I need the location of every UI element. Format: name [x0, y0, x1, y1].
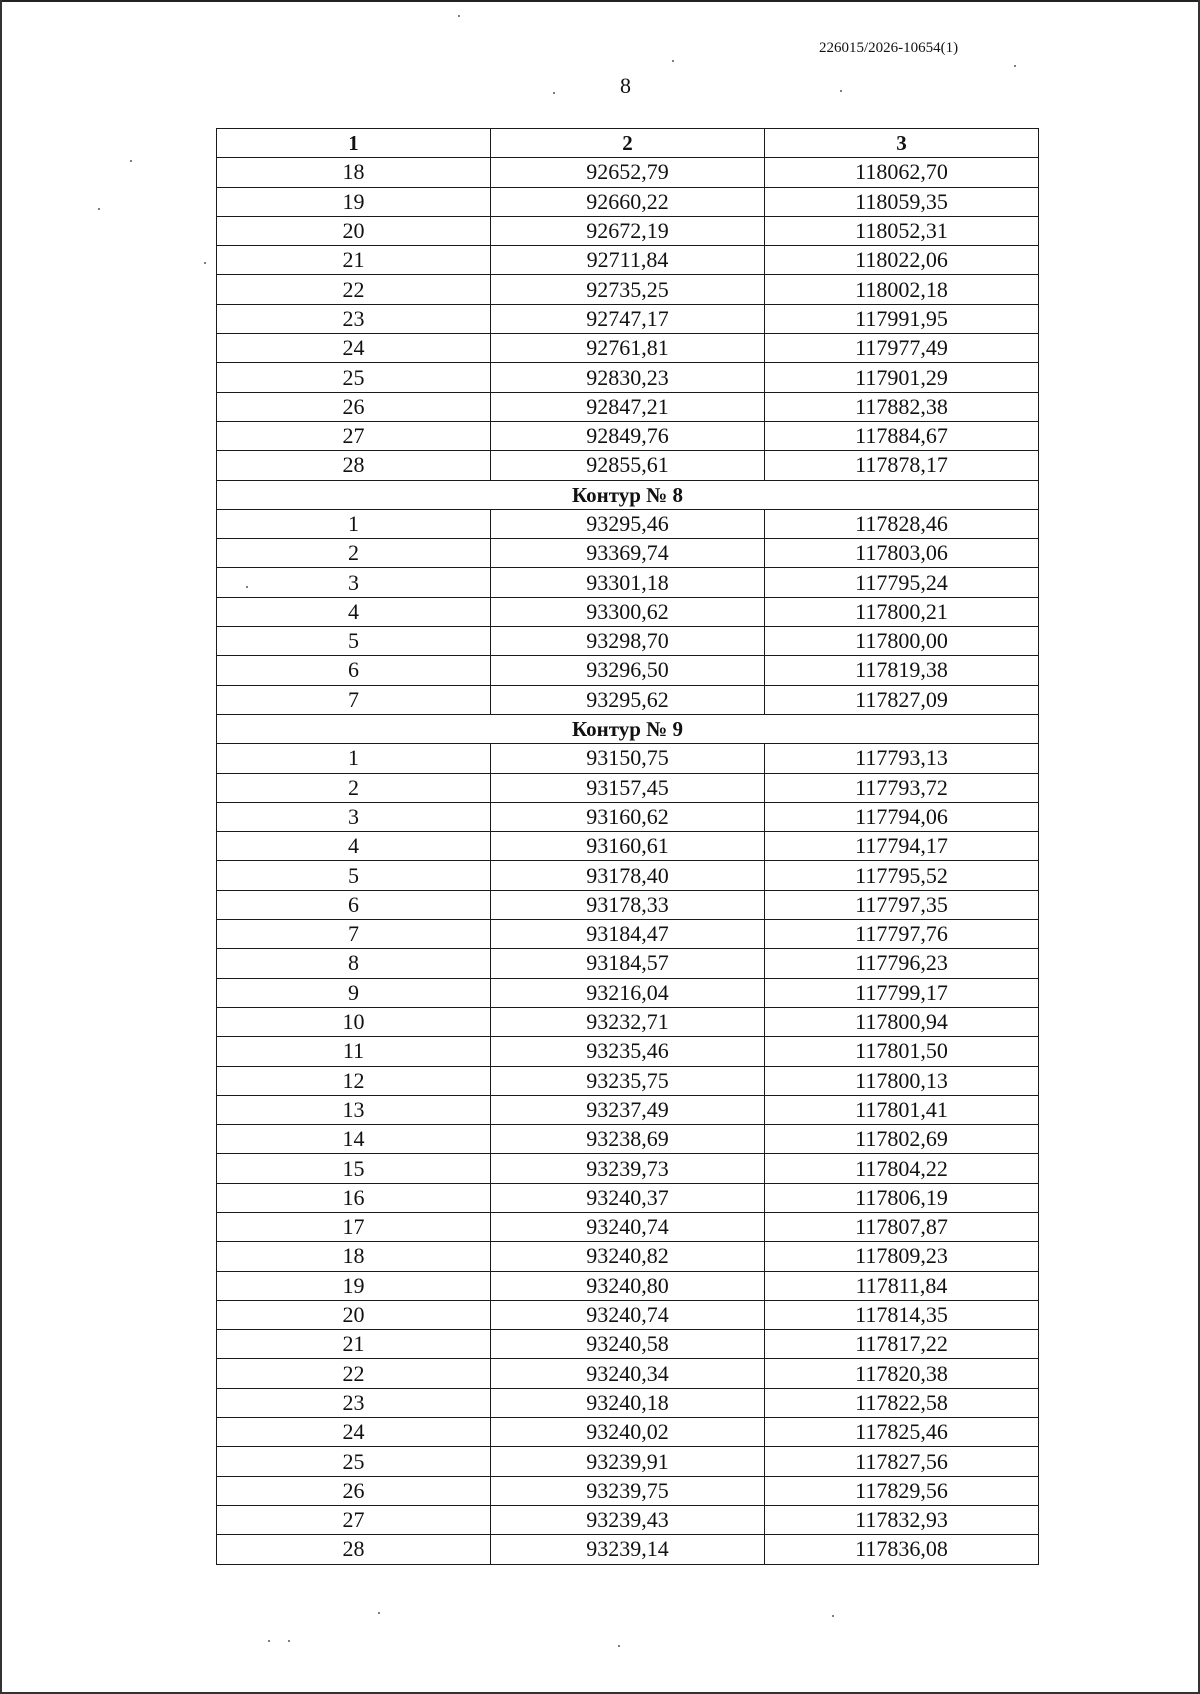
x-coordinate-cell: 93235,75 [491, 1066, 765, 1095]
point-number-cell: 5 [217, 861, 491, 890]
scan-speck [1014, 65, 1016, 67]
x-coordinate-cell: 93298,70 [491, 627, 765, 656]
x-coordinate-cell: 93160,61 [491, 832, 765, 861]
table-row [217, 1242, 1039, 1271]
x-coordinate-cell: 93239,91 [491, 1447, 765, 1476]
point-number-cell: 23 [217, 1388, 491, 1417]
y-coordinate-cell: 117825,46 [765, 1418, 1039, 1447]
scan-speck [553, 92, 555, 94]
scan-speck [204, 262, 206, 264]
table-row [217, 158, 1039, 187]
table-row [217, 1066, 1039, 1095]
y-coordinate-cell: 117822,58 [765, 1388, 1039, 1417]
y-coordinate-cell: 117800,94 [765, 1007, 1039, 1036]
section-row [217, 480, 1039, 509]
table-row [217, 1125, 1039, 1154]
y-coordinate-cell: 117814,35 [765, 1300, 1039, 1329]
x-coordinate-cell: 93160,62 [491, 802, 765, 831]
table-row [217, 246, 1039, 275]
point-number-cell: 24 [217, 334, 491, 363]
x-coordinate-cell: 92855,61 [491, 451, 765, 480]
point-number-cell: 2 [217, 539, 491, 568]
coordinates-table [216, 128, 1039, 1565]
point-number-cell: 4 [217, 832, 491, 861]
point-number-cell: 15 [217, 1154, 491, 1183]
table-row [217, 685, 1039, 714]
y-coordinate-cell: 117817,22 [765, 1330, 1039, 1359]
point-number-cell: 20 [217, 216, 491, 245]
table-row [217, 1271, 1039, 1300]
y-coordinate-cell: 117796,23 [765, 949, 1039, 978]
scan-speck [378, 1612, 380, 1614]
x-coordinate-cell: 93150,75 [491, 744, 765, 773]
y-coordinate-cell: 117793,72 [765, 773, 1039, 802]
table-row [217, 1418, 1039, 1447]
table-row [217, 1154, 1039, 1183]
table-row [217, 539, 1039, 568]
x-coordinate-cell: 92672,19 [491, 216, 765, 245]
table-row [217, 1330, 1039, 1359]
table-row [217, 363, 1039, 392]
y-coordinate-cell: 117807,87 [765, 1212, 1039, 1241]
y-coordinate-cell: 117991,95 [765, 304, 1039, 333]
point-number-cell: 26 [217, 392, 491, 421]
point-number-cell: 21 [217, 246, 491, 275]
y-coordinate-cell: 117809,23 [765, 1242, 1039, 1271]
table-row [217, 216, 1039, 245]
table-row [217, 949, 1039, 978]
y-coordinate-cell: 117806,19 [765, 1183, 1039, 1212]
point-number-cell: 25 [217, 1447, 491, 1476]
x-coordinate-cell: 92849,76 [491, 421, 765, 450]
point-number-cell: 10 [217, 1007, 491, 1036]
y-coordinate-cell: 117836,08 [765, 1535, 1039, 1564]
table-row [217, 1505, 1039, 1534]
point-number-cell: 28 [217, 1535, 491, 1564]
scan-speck [458, 15, 460, 17]
x-coordinate-cell: 93296,50 [491, 656, 765, 685]
x-coordinate-cell: 93240,80 [491, 1271, 765, 1300]
y-coordinate-cell: 117794,06 [765, 802, 1039, 831]
table-row [217, 1476, 1039, 1505]
table-row [217, 1447, 1039, 1476]
point-number-cell: 9 [217, 978, 491, 1007]
scan-speck [98, 208, 100, 210]
point-number-cell: 11 [217, 1037, 491, 1066]
point-number-cell: 2 [217, 773, 491, 802]
column-header: 2 [491, 129, 765, 158]
y-coordinate-cell: 117801,50 [765, 1037, 1039, 1066]
x-coordinate-cell: 93301,18 [491, 568, 765, 597]
point-number-cell: 23 [217, 304, 491, 333]
table-row [217, 1183, 1039, 1212]
scan-border-top [0, 0, 1200, 2]
x-coordinate-cell: 93239,73 [491, 1154, 765, 1183]
x-coordinate-cell: 93239,43 [491, 1505, 765, 1534]
point-number-cell: 3 [217, 568, 491, 597]
point-number-cell: 27 [217, 1505, 491, 1534]
point-number-cell: 22 [217, 1359, 491, 1388]
table-row [217, 773, 1039, 802]
x-coordinate-cell: 93240,82 [491, 1242, 765, 1271]
table-row [217, 890, 1039, 919]
y-coordinate-cell: 117878,17 [765, 451, 1039, 480]
y-coordinate-cell: 117820,38 [765, 1359, 1039, 1388]
y-coordinate-cell: 117799,17 [765, 978, 1039, 1007]
x-coordinate-cell: 93239,14 [491, 1535, 765, 1564]
x-coordinate-cell: 93300,62 [491, 597, 765, 626]
table-row [217, 1095, 1039, 1124]
table-row [217, 1007, 1039, 1036]
x-coordinate-cell: 92747,17 [491, 304, 765, 333]
x-coordinate-cell: 93295,46 [491, 509, 765, 538]
page-number: 8 [620, 73, 631, 98]
table-row [217, 1300, 1039, 1329]
y-coordinate-cell: 117795,24 [765, 568, 1039, 597]
point-number-cell: 6 [217, 656, 491, 685]
point-number-cell: 6 [217, 890, 491, 919]
point-number-cell: 16 [217, 1183, 491, 1212]
x-coordinate-cell: 93240,37 [491, 1183, 765, 1212]
y-coordinate-cell: 117797,76 [765, 920, 1039, 949]
x-coordinate-cell: 93184,57 [491, 949, 765, 978]
y-coordinate-cell: 117811,84 [765, 1271, 1039, 1300]
x-coordinate-cell: 93157,45 [491, 773, 765, 802]
y-coordinate-cell: 117800,21 [765, 597, 1039, 626]
scan-speck [288, 1640, 290, 1642]
point-number-cell: 3 [217, 802, 491, 831]
x-coordinate-cell: 93178,40 [491, 861, 765, 890]
point-number-cell: 24 [217, 1418, 491, 1447]
x-coordinate-cell: 93369,74 [491, 539, 765, 568]
point-number-cell: 1 [217, 744, 491, 773]
table-row [217, 392, 1039, 421]
table-row [217, 1037, 1039, 1066]
point-number-cell: 7 [217, 920, 491, 949]
y-coordinate-cell: 117832,93 [765, 1505, 1039, 1534]
y-coordinate-cell: 118062,70 [765, 158, 1039, 187]
x-coordinate-cell: 92652,79 [491, 158, 765, 187]
x-coordinate-cell: 93216,04 [491, 978, 765, 1007]
point-number-cell: 18 [217, 158, 491, 187]
x-coordinate-cell: 92830,23 [491, 363, 765, 392]
x-coordinate-cell: 93240,34 [491, 1359, 765, 1388]
y-coordinate-cell: 117827,56 [765, 1447, 1039, 1476]
table-row [217, 509, 1039, 538]
table-row [217, 334, 1039, 363]
y-coordinate-cell: 117827,09 [765, 685, 1039, 714]
y-coordinate-cell: 117977,49 [765, 334, 1039, 363]
point-number-cell: 1 [217, 509, 491, 538]
y-coordinate-cell: 117819,38 [765, 656, 1039, 685]
x-coordinate-cell: 93235,46 [491, 1037, 765, 1066]
y-coordinate-cell: 117829,56 [765, 1476, 1039, 1505]
table-row [217, 1535, 1039, 1564]
y-coordinate-cell: 117803,06 [765, 539, 1039, 568]
y-coordinate-cell: 117794,17 [765, 832, 1039, 861]
table-row [217, 597, 1039, 626]
x-coordinate-cell: 92735,25 [491, 275, 765, 304]
table-row [217, 627, 1039, 656]
point-number-cell: 12 [217, 1066, 491, 1095]
scan-speck [840, 90, 842, 92]
point-number-cell: 13 [217, 1095, 491, 1124]
point-number-cell: 27 [217, 421, 491, 450]
point-number-cell: 7 [217, 685, 491, 714]
x-coordinate-cell: 93232,71 [491, 1007, 765, 1036]
table-row [217, 802, 1039, 831]
y-coordinate-cell: 117793,13 [765, 744, 1039, 773]
table-row [217, 187, 1039, 216]
section-row [217, 714, 1039, 743]
y-coordinate-cell: 117800,00 [765, 627, 1039, 656]
table-row [217, 744, 1039, 773]
point-number-cell: 25 [217, 363, 491, 392]
column-header: 3 [765, 129, 1039, 158]
document-number: 226015/2026-10654(1) [819, 40, 959, 56]
x-coordinate-cell: 93184,47 [491, 920, 765, 949]
table-row [217, 421, 1039, 450]
x-coordinate-cell: 92660,22 [491, 187, 765, 216]
x-coordinate-cell: 93239,75 [491, 1476, 765, 1505]
table-row [217, 978, 1039, 1007]
y-coordinate-cell: 118002,18 [765, 275, 1039, 304]
table-row [217, 568, 1039, 597]
table-row [217, 656, 1039, 685]
table-header-row [217, 129, 1039, 158]
table-body [217, 158, 1039, 1564]
y-coordinate-cell: 117802,69 [765, 1125, 1039, 1154]
y-coordinate-cell: 117800,13 [765, 1066, 1039, 1095]
point-number-cell: 17 [217, 1212, 491, 1241]
scan-border-left [0, 0, 2, 1694]
point-number-cell: 20 [217, 1300, 491, 1329]
table-row [217, 1359, 1039, 1388]
point-number-cell: 14 [217, 1125, 491, 1154]
y-coordinate-cell: 117804,22 [765, 1154, 1039, 1183]
x-coordinate-cell: 93240,18 [491, 1388, 765, 1417]
table-row [217, 451, 1039, 480]
x-coordinate-cell: 93240,58 [491, 1330, 765, 1359]
point-number-cell: 28 [217, 451, 491, 480]
y-coordinate-cell: 117882,38 [765, 392, 1039, 421]
x-coordinate-cell: 92711,84 [491, 246, 765, 275]
table-row [217, 1388, 1039, 1417]
point-number-cell: 19 [217, 187, 491, 216]
point-number-cell: 26 [217, 1476, 491, 1505]
y-coordinate-cell: 117901,29 [765, 363, 1039, 392]
x-coordinate-cell: 93237,49 [491, 1095, 765, 1124]
point-number-cell: 22 [217, 275, 491, 304]
y-coordinate-cell: 117801,41 [765, 1095, 1039, 1124]
point-number-cell: 4 [217, 597, 491, 626]
point-number-cell: 8 [217, 949, 491, 978]
point-number-cell: 18 [217, 1242, 491, 1271]
x-coordinate-cell: 92847,21 [491, 392, 765, 421]
y-coordinate-cell: 117884,67 [765, 421, 1039, 450]
x-coordinate-cell: 93178,33 [491, 890, 765, 919]
x-coordinate-cell: 93295,62 [491, 685, 765, 714]
y-coordinate-cell: 118022,06 [765, 246, 1039, 275]
point-number-cell: 19 [217, 1271, 491, 1300]
point-number-cell: 5 [217, 627, 491, 656]
point-number-cell: 21 [217, 1330, 491, 1359]
x-coordinate-cell: 92761,81 [491, 334, 765, 363]
x-coordinate-cell: 93240,02 [491, 1418, 765, 1447]
section-title: Контур № 9 [217, 714, 1039, 743]
table-row [217, 275, 1039, 304]
scan-speck [268, 1640, 270, 1642]
y-coordinate-cell: 117795,52 [765, 861, 1039, 890]
section-title: Контур № 8 [217, 480, 1039, 509]
x-coordinate-cell: 93240,74 [491, 1300, 765, 1329]
x-coordinate-cell: 93238,69 [491, 1125, 765, 1154]
table-row [217, 861, 1039, 890]
x-coordinate-cell: 93240,74 [491, 1212, 765, 1241]
scan-speck [672, 60, 674, 62]
y-coordinate-cell: 118059,35 [765, 187, 1039, 216]
scan-speck [832, 1615, 834, 1617]
y-coordinate-cell: 118052,31 [765, 216, 1039, 245]
table-row [217, 920, 1039, 949]
y-coordinate-cell: 117828,46 [765, 509, 1039, 538]
y-coordinate-cell: 117797,35 [765, 890, 1039, 919]
table-row [217, 304, 1039, 333]
scan-speck [246, 586, 248, 588]
table-row [217, 832, 1039, 861]
scan-speck [130, 160, 132, 162]
table-row [217, 1212, 1039, 1241]
column-header: 1 [217, 129, 491, 158]
scan-speck [618, 1645, 620, 1647]
